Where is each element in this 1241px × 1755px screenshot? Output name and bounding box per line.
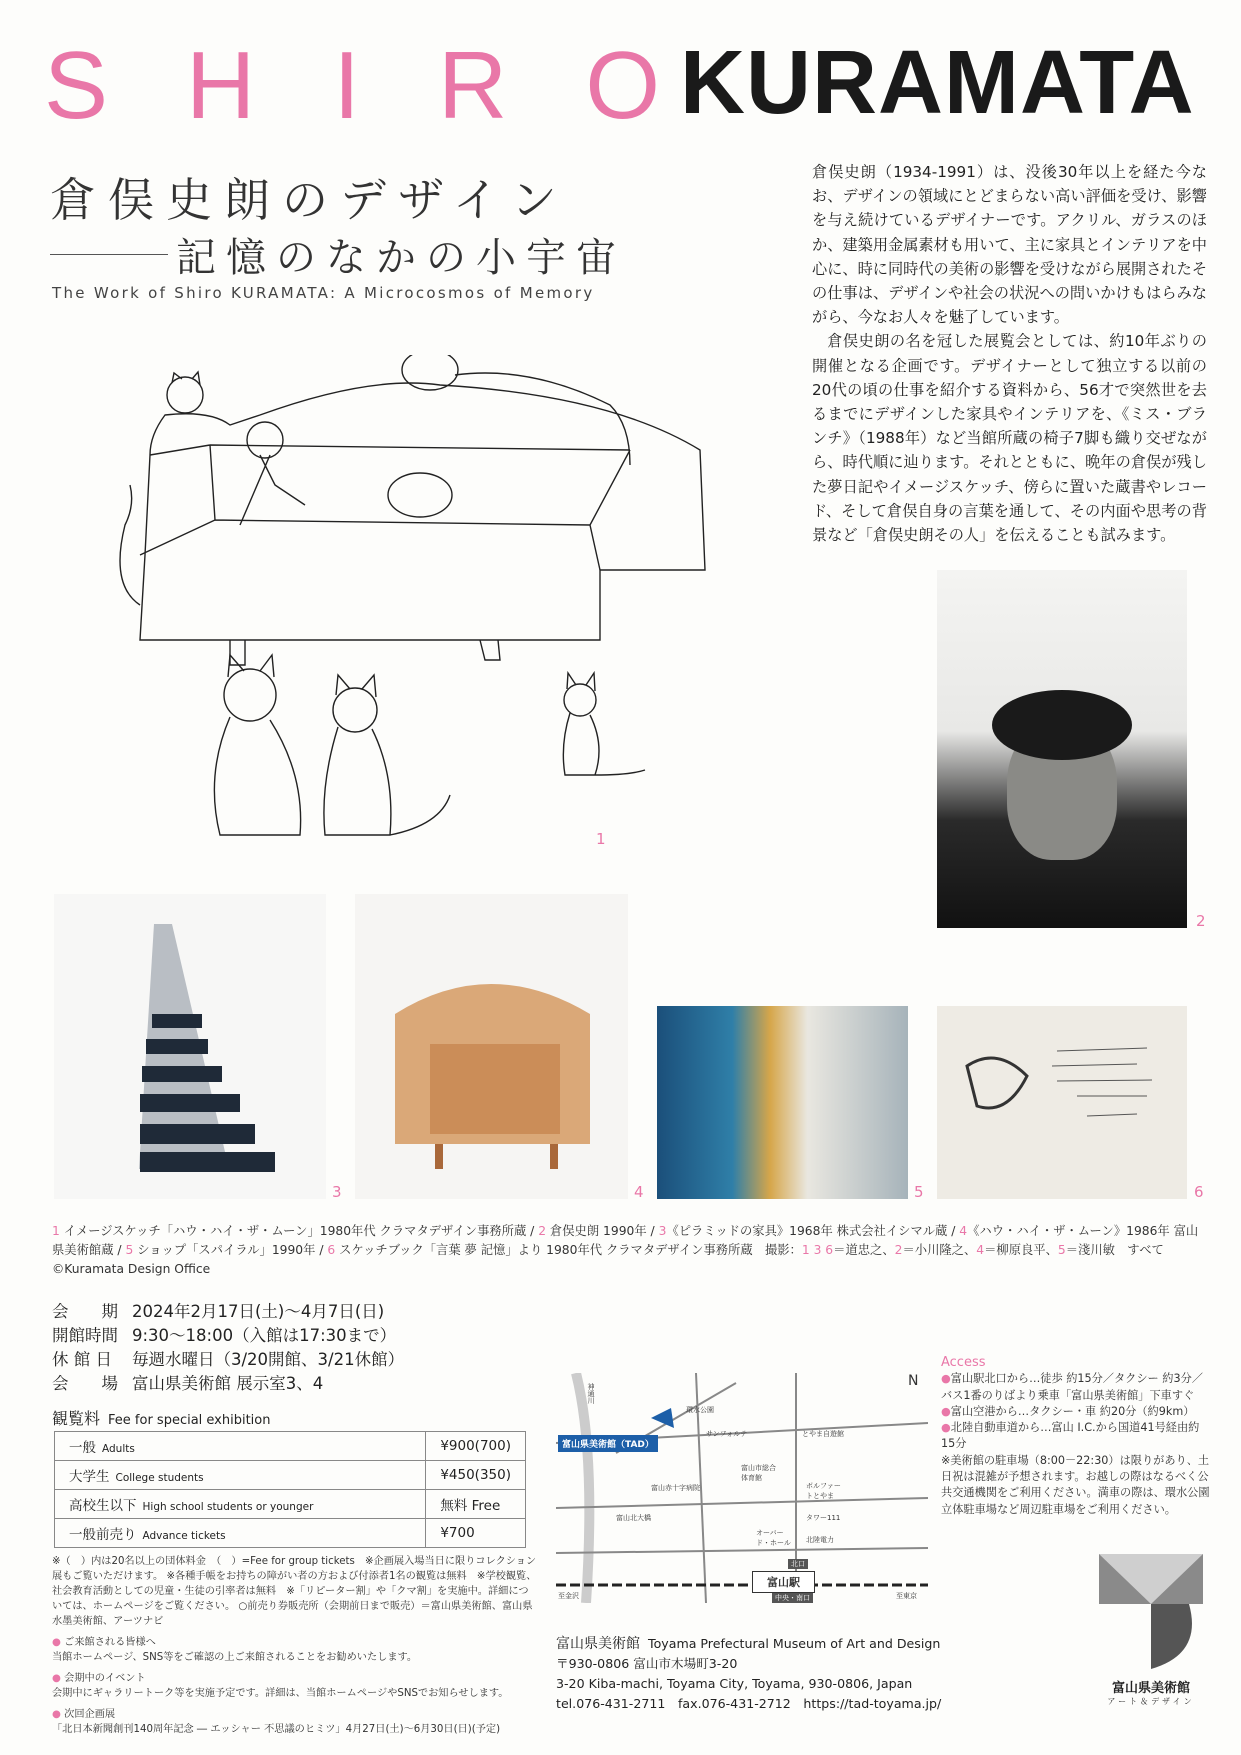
caption-text: 《ピラミッドの家具》1968年 株式会社イシマル蔵 / [666, 1224, 960, 1238]
map-label: タワー111 [806, 1514, 841, 1522]
figure-number: 1 [596, 830, 606, 848]
museum-contact [556, 1634, 941, 1714]
caption-text: スケッチブック「言葉 夢 記憶」より 1980年代 クラマタデザイン事務所蔵 撮影： [335, 1243, 802, 1257]
fee-category: 大学生 College students [55, 1461, 426, 1490]
cat-sofa-sketch [110, 355, 730, 855]
north-arrow: N [908, 1373, 919, 1389]
how-high-the-moon-photo [355, 894, 628, 1199]
title-kuramata: KURAMATA [680, 33, 1195, 133]
map-label: 北陸電力 [806, 1536, 834, 1544]
table-row [55, 1490, 526, 1519]
figure-number: 5 [914, 1183, 924, 1201]
info-row-closed [52, 1348, 404, 1372]
info-label: 会 期 [52, 1302, 118, 1321]
credit-text: ＝道忠之、 [833, 1243, 895, 1257]
map-museum-label: 富山県美術館（TAD） [558, 1435, 658, 1452]
parking-note: ※美術館の駐車場（8:00－22:30）は限りがあり、土日祝は混雑が予想されます。お越しの際はなるべく公共交通機関をご利用ください。満車の際は、環水公園立体駐車場など周辺駐車場をご利用ください。 [941, 1453, 1210, 1516]
info-label: 開館時間 [52, 1326, 118, 1345]
caption-number: 3 [658, 1224, 667, 1238]
notice: ● 会期中のイベント 会期中にギャラリートーク等を実施予定です。詳細は、当館ホームページやSNSでお知らせします。 [52, 1673, 509, 1699]
caption-text: イメージスケッチ「ハウ・ハイ・ザ・ムーン」1980年代 クラマタデザイン事務所蔵 / [59, 1224, 539, 1238]
info-label: 休 館 日 [52, 1350, 112, 1369]
lead-paragraph: 倉俣史朗の名を冠した展覧会としては、約10年ぶりの開催となる企画です。デザイナーとして独立する以前の20代の頃の仕事を紹介する資料から、56才で突然世を去るまでにデザインした家具やインテリアを、《ミス・ブランチ》（1988年）など当館所蔵の椅子7脚も織り交ぜながら、時代順に辿ります。それとともに、晩年の倉俣が残した夢日記やイメージスケッチ、傍らに置いた蔵書やレコード、そして倉俣自身の言葉を通して、その内面や思考の背景など「倉俣史朗その人」を伝えることも試みます。 [812, 332, 1207, 545]
map-label: とやま自遊館 [802, 1430, 844, 1438]
fee-heading-en: Fee for special exhibition [108, 1413, 271, 1428]
info-value: 9:30～18:00（入館は17:30まで） [132, 1326, 397, 1345]
lead-text [812, 160, 1207, 547]
table-row [55, 1432, 526, 1461]
fee-price: ¥700 [426, 1519, 526, 1548]
credit-number: 2 [894, 1243, 903, 1257]
fee-price: 無料 Free [426, 1490, 526, 1519]
map-label: 神通川 [587, 1383, 595, 1404]
sketchbook-image [937, 1006, 1187, 1199]
map-label: サンフォルテ [706, 1430, 748, 1438]
portrait-hair [992, 690, 1132, 760]
museum-logo-icon [1099, 1554, 1203, 1669]
image-captions [52, 1222, 1202, 1279]
figure-number: 4 [634, 1183, 644, 1201]
info-value: 毎週水曜日（3/20開館、3/21休館） [132, 1350, 405, 1369]
figure-number: 3 [332, 1183, 342, 1201]
info-row-hours [52, 1324, 404, 1348]
table-row [55, 1461, 526, 1490]
museum-address-jp: 〒930-0806 富山市木場町3-20 [556, 1656, 738, 1671]
access-info [941, 1355, 1211, 1518]
map-label: 至東京 [896, 1592, 917, 1600]
map-label: 北口 [788, 1559, 808, 1569]
credit-number: 4 [976, 1243, 985, 1257]
lead-paragraph: 倉俣史朗（1934-1991）は、没後30年以上を経た今なお、デザインの領域にとどまらない高い評価を受け、影響を与え続けているデザイナーです。アクリル、ガラスのほか、建築用金属素材も用いて、主に家具とインテリアを中心に、時に同時代の美術の影響を受けながら展開されたその仕事は、デザインや社会の状況への問いかけもはらみながら、今なお人々を魅了しています。 [812, 163, 1207, 327]
dash-rule [50, 254, 168, 255]
fee-price: ¥450(350) [426, 1461, 526, 1490]
map-label: 富山赤十字病院 [651, 1484, 700, 1492]
fee-category: 一般 Adults [55, 1432, 426, 1461]
subtitle-jp-2 [50, 226, 626, 283]
notice: ● ご来館される皆様へ 当館ホームページ、SNS等をご確認の上ご来館されることをお勧めいたします。 [52, 1637, 418, 1663]
subtitle-jp-1: 倉俣史朗のデザイン [50, 173, 569, 227]
map-station-label: 富山駅 [752, 1571, 815, 1593]
info-value: 富山県美術館 展示室3、4 [132, 1374, 324, 1393]
info-label: 会 場 [52, 1374, 118, 1393]
museum-logo-text: 富山県美術館 アート＆デザイン [1107, 1681, 1195, 1706]
map-label: 環水公園 [686, 1406, 714, 1414]
fee-category: 一般前売り Advance tickets [55, 1519, 426, 1548]
title-shiro: SHIRO [44, 32, 739, 139]
caption-number: 4 [959, 1224, 968, 1238]
caption-text: ショップ「スパイラル」1990年 / [133, 1243, 328, 1257]
info-row-dates [52, 1300, 404, 1324]
fee-price: ¥900(700) [426, 1432, 526, 1461]
caption-number: 6 [327, 1243, 336, 1257]
access-item: ●富山空港から…タクシー・車 約20分（約9km） [941, 1404, 1195, 1418]
museum-name-en: Toyama Prefectural Museum of Art and Design [648, 1636, 941, 1651]
map-label: 富山北大橋 [616, 1514, 651, 1522]
credit-text: ＝淺川敏 すべて©Kuramata Design Office [52, 1243, 1164, 1276]
fee-heading-jp: 観覧料 [52, 1409, 101, 1428]
spiral-shop-photo [657, 1006, 908, 1199]
fee-category: 高校生以下 High school students or younger [55, 1490, 426, 1519]
info-row-venue [52, 1372, 404, 1396]
map-label: 中央・南口 [772, 1593, 813, 1603]
fee-notes-text: ※（ ）内は20名以上の団体料金 （ ）=Fee for group tickets ※企画展入場当日に限りコレクション展もご覧いただけます。 ※各種手帳をお持ちの障がい者の方および付添者1名の観覧は無料 ※学校観覧、社会教育活動としての児童・生徒の引率者は無料 ※「リピーター割」や「クマ割」を実施中。詳細については、ホームページをご覧ください。 ○前売り券販売所（会期前日まで販売）＝富山県美術館、富山県水墨美術館、アーツナビ [52, 1556, 537, 1627]
credit-number: 5 [1057, 1243, 1066, 1257]
notice: ● 次回企画展 「北日本新聞創刊140周年記念 ― エッシャー 不思議のヒミツ」4月27日(土)～6月30日(日)(予定) [52, 1709, 501, 1735]
fee-table [54, 1431, 526, 1548]
table-row [55, 1519, 526, 1548]
figure-number: 2 [1196, 912, 1206, 930]
access-map [556, 1373, 928, 1603]
museum-address-en: 3-20 Kiba-machi, Toyama City, Toyama, 930-0806, Japan [556, 1676, 913, 1691]
fee-heading [52, 1406, 271, 1429]
figure-number: 6 [1194, 1183, 1204, 1201]
map-label: 至金沢 [558, 1592, 579, 1600]
pyramid-furniture-photo [54, 894, 326, 1199]
credit-number: 1 3 6 [801, 1243, 834, 1257]
access-item: ●北陸自動車道から…富山 I.C.から国道41号経由約15分 [941, 1421, 1200, 1451]
portrait-photo [937, 570, 1187, 928]
map-roads [556, 1373, 928, 1603]
fee-notes [52, 1554, 537, 1737]
museum-name-jp: 富山県美術館 [556, 1636, 640, 1652]
subtitle-jp-2-text: 記憶のなかの小宇宙 [176, 235, 626, 281]
credit-text: ＝柳原良平、 [984, 1243, 1058, 1257]
access-heading: Access [941, 1355, 986, 1370]
access-item: ●富山駅北口から…徒歩 約15分／タクシー 約3分／バス1番のりばより乗車「富山県美術館」下車すぐ [941, 1372, 1203, 1402]
exhibition-info [52, 1300, 404, 1396]
museum-contact-line[interactable]: tel.076-431-2711 fax.076-431-2712 https://tad-toyama.jp/ [556, 1696, 942, 1711]
caption-number: 5 [125, 1243, 134, 1257]
credit-text: ＝小川隆之、 [902, 1243, 977, 1257]
subtitle-en: The Work of Shiro KURAMATA: A Microcosmos of Memory [52, 284, 595, 302]
caption-text: 《ハウ・ハイ・ザ・ムーン》1986年 富山県美術館蔵 / [52, 1224, 1199, 1257]
map-label: 富山市総合体育館 [741, 1464, 776, 1482]
mesh-armchair-image [355, 894, 628, 1199]
caption-number: 2 [538, 1224, 547, 1238]
map-label: ボルファートとやま [806, 1482, 841, 1500]
caption-text: 倉俣史朗 1990年 / [546, 1224, 659, 1238]
map-label: オーバード・ホール [756, 1529, 791, 1547]
sketchbook-photo [937, 1006, 1187, 1199]
pyramid-furniture-image [54, 894, 326, 1199]
caption-number: 1 [52, 1224, 60, 1238]
info-value: 2024年2月17日(土)～4月7日(日) [132, 1302, 385, 1321]
